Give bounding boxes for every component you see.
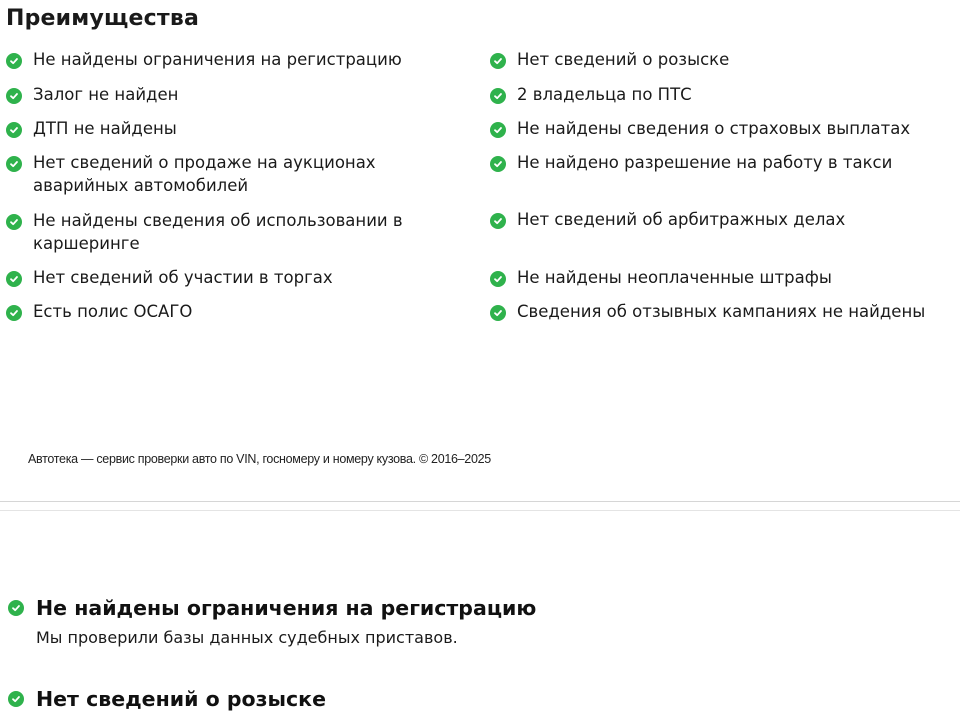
advantage-label: 2 владельца по ПТС [517,84,692,104]
check-circle-icon [6,214,22,230]
detail-description: Мы проверили базы данных судебных приставов. [36,628,458,647]
check-circle-icon [6,122,22,138]
advantage-item [490,83,960,107]
advantage-label: Нет сведений о продаже на аукционах аварийных автомобилей [33,152,376,195]
advantage-label: Залог не найден [33,84,179,104]
detail-header [8,687,948,711]
advantage-label: Не найдены неоплаченные штрафы [517,267,832,287]
detail-title: Не найдены ограничения на регистрацию [36,596,537,620]
advantage-label: Не найдены ограничения на регистрацию [33,50,402,69]
advantages-left-column [6,46,476,324]
advantage-item [490,300,960,324]
advantage-item [6,151,476,198]
advantage-item [6,48,476,72]
advantage-item [6,209,476,256]
advantage-label: Есть полис ОСАГО [33,302,193,321]
advantage-label: Не найдены сведения об использовании в каршеринге [33,210,403,253]
advantage-label: Нет сведений об арбитражных делах [517,210,846,229]
advantage-label: Не найдены сведения о страховых выплатах [517,119,911,138]
advantages-right-column [490,46,960,324]
check-circle-icon [6,88,22,104]
advantage-label: Нет сведений об участии в торгах [33,267,333,287]
advantage-item [6,266,476,290]
advantage-item [6,117,476,141]
advantages-title: Преимущества [6,6,200,31]
advantage-item [490,151,960,175]
check-circle-icon [490,213,506,229]
check-circle-icon [490,156,506,172]
detail-title: Нет сведений о розыске [36,687,326,711]
advantage-item [490,117,960,141]
check-circle-icon [490,271,506,287]
advantage-item [490,48,960,72]
advantage-label: Нет сведений о розыске [517,50,730,69]
footer-copyright: Автотека — сервис проверки авто по VIN, госномеру и номеру кузова. © 2016–2025 [28,452,491,466]
advantage-item [490,266,960,290]
advantage-label: Сведения об отзывных кампаниях не найдены [517,302,926,321]
check-circle-icon [490,305,506,321]
section-divider [0,510,960,511]
check-circle-icon [8,600,24,616]
check-circle-icon [6,53,22,69]
check-circle-icon [490,122,506,138]
advantage-item [6,83,476,107]
detail-header [8,596,948,620]
check-circle-icon [490,53,506,69]
detail-section [8,596,948,647]
check-circle-icon [6,156,22,172]
detail-section [8,687,948,711]
advantage-item [490,208,960,232]
check-circle-icon [8,691,24,707]
advantage-label: ДТП не найдены [33,119,177,138]
advantage-item [6,300,476,324]
check-circle-icon [6,305,22,321]
check-circle-icon [6,271,22,287]
check-circle-icon [490,88,506,104]
advantage-label: Не найдено разрешение на работу в такси [517,152,893,172]
section-divider [0,501,960,502]
